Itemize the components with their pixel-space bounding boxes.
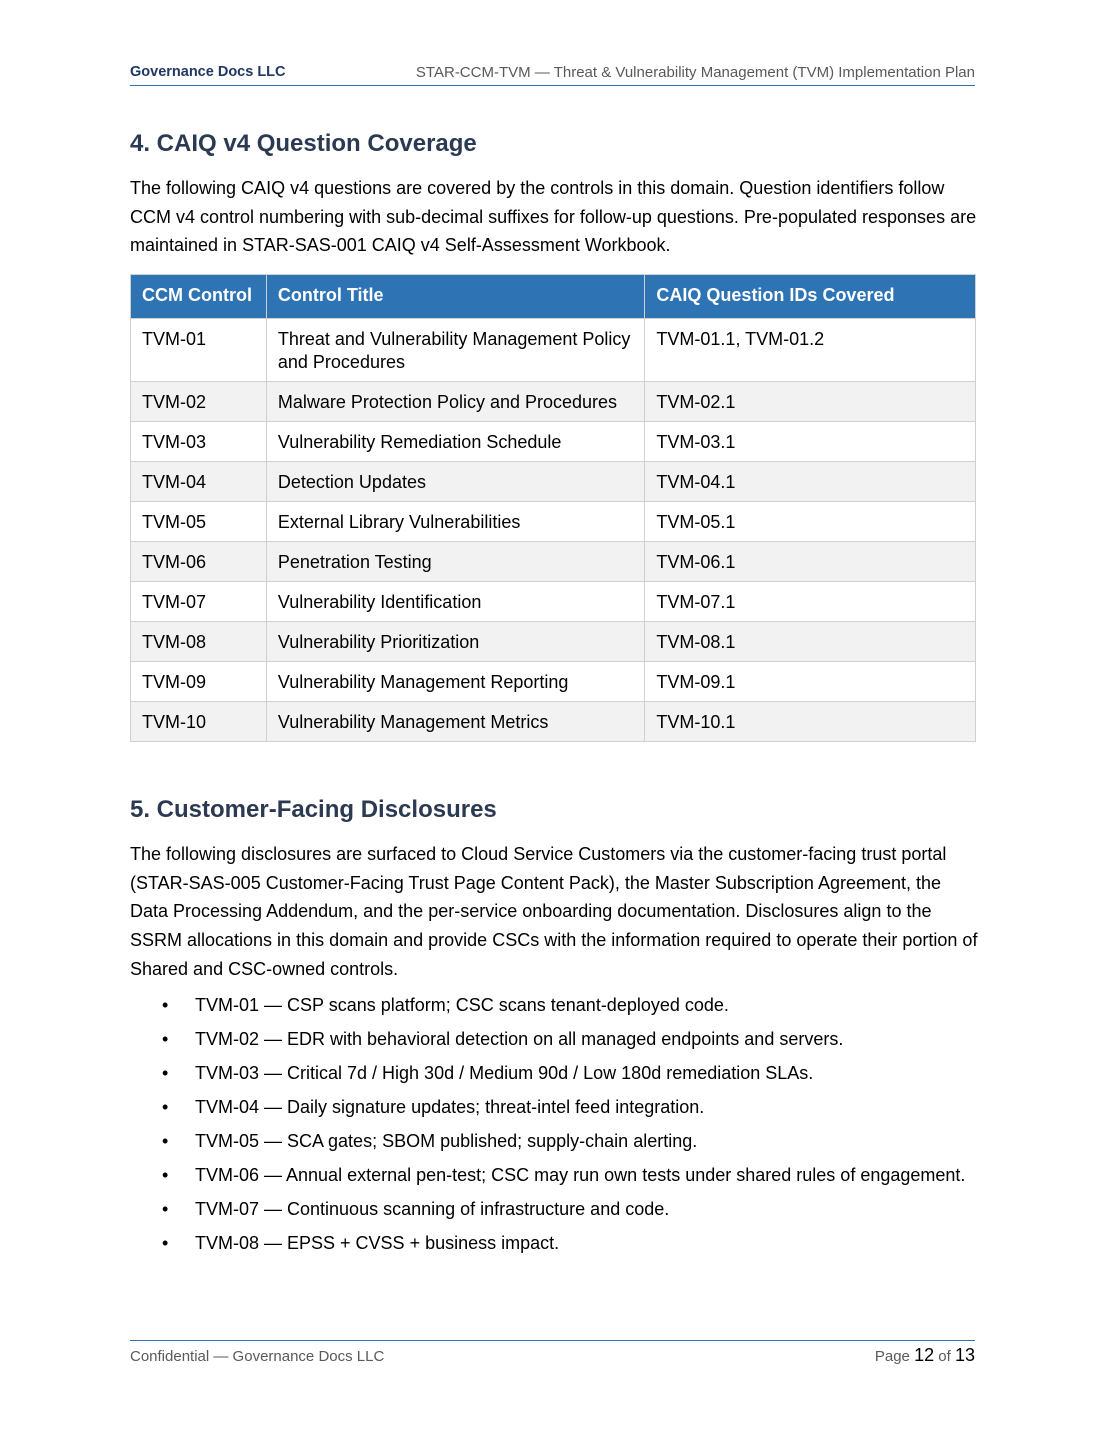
- list-item: [130, 1094, 975, 1120]
- cell-caiq-ids: TVM-05.1: [645, 502, 976, 542]
- bullet-icon: •: [162, 995, 169, 1015]
- cell-caiq-ids: TVM-07.1: [645, 582, 976, 622]
- bullet-icon: •: [162, 1097, 169, 1117]
- cell-ccm-control: TVM-02: [131, 382, 267, 422]
- cell-control-title: Detection Updates: [266, 462, 645, 502]
- cell-ccm-control: TVM-06: [131, 542, 267, 582]
- table-row: [131, 582, 976, 622]
- cell-ccm-control: TVM-08: [131, 622, 267, 662]
- page-label: Page: [874, 1348, 910, 1365]
- bullet-icon: •: [162, 1165, 169, 1185]
- cell-caiq-ids: TVM-04.1: [645, 462, 976, 502]
- cell-caiq-ids: TVM-06.1: [645, 542, 976, 582]
- table-row: [131, 462, 976, 502]
- table-row: [131, 662, 976, 702]
- bullet-icon: •: [162, 1131, 169, 1151]
- disclosure-list: [130, 992, 975, 1264]
- list-item-text: TVM-08 — EPSS + CVSS + business impact.: [195, 1233, 560, 1253]
- caiq-coverage-table: [130, 274, 976, 742]
- cell-ccm-control: TVM-01: [131, 319, 267, 382]
- cell-ccm-control: TVM-05: [131, 502, 267, 542]
- header-company: Governance Docs LLC: [130, 64, 286, 80]
- list-item-text: TVM-04 — Daily signature updates; threat-intel feed integration.: [195, 1097, 705, 1117]
- header-document-title: STAR-CCM-TVM — Threat & Vulnerability Management (TVM) Implementation Plan: [415, 64, 975, 81]
- cell-ccm-control: TVM-04: [131, 462, 267, 502]
- list-item-text: TVM-07 — Continuous scanning of infrastructure and code.: [195, 1199, 670, 1219]
- bullet-icon: •: [162, 1233, 169, 1253]
- list-item-text: TVM-06 — Annual external pen-test; CSC may run own tests under shared rules of engagement.: [195, 1165, 966, 1185]
- cell-caiq-ids: TVM-02.1: [645, 382, 976, 422]
- list-item: [130, 1230, 975, 1256]
- cell-control-title: Vulnerability Management Reporting: [266, 662, 645, 702]
- page-current: 12: [914, 1345, 935, 1365]
- list-item-text: TVM-02 — EDR with behavioral detection on all managed endpoints and servers.: [195, 1029, 844, 1049]
- table-row: [131, 622, 976, 662]
- cell-control-title: Penetration Testing: [266, 542, 645, 582]
- list-item: [130, 1060, 975, 1086]
- list-item-text: TVM-05 — SCA gates; SBOM published; supply-chain alerting.: [195, 1131, 698, 1151]
- cell-ccm-control: TVM-03: [131, 422, 267, 462]
- list-item: [130, 1162, 975, 1188]
- cell-caiq-ids: TVM-09.1: [645, 662, 976, 702]
- page-of: of: [938, 1348, 951, 1365]
- column-header-ccm-control: CCM Control: [131, 275, 267, 319]
- table-row: [131, 542, 976, 582]
- page-header: [130, 64, 975, 86]
- cell-caiq-ids: TVM-03.1: [645, 422, 976, 462]
- section-5-heading: 5. Customer-Facing Disclosures: [130, 796, 497, 823]
- table-header-row: [131, 275, 976, 319]
- cell-ccm-control: TVM-07: [131, 582, 267, 622]
- table-row: [131, 502, 976, 542]
- cell-caiq-ids: TVM-08.1: [645, 622, 976, 662]
- cell-control-title: Vulnerability Remediation Schedule: [266, 422, 645, 462]
- column-header-control-title: Control Title: [266, 275, 645, 319]
- column-header-caiq-ids: CAIQ Question IDs Covered: [645, 275, 976, 319]
- table-row: [131, 319, 976, 382]
- table-row: [131, 702, 976, 742]
- cell-ccm-control: TVM-09: [131, 662, 267, 702]
- list-item-text: TVM-01 — CSP scans platform; CSC scans tenant-deployed code.: [195, 995, 729, 1015]
- bullet-icon: •: [162, 1029, 169, 1049]
- list-item: [130, 1026, 975, 1052]
- footer-confidential: Confidential — Governance Docs LLC: [130, 1348, 385, 1365]
- list-item: [130, 992, 975, 1018]
- table-row: [131, 422, 976, 462]
- cell-caiq-ids: TVM-10.1: [645, 702, 976, 742]
- page-number: [875, 1345, 975, 1366]
- list-item-text: TVM-03 — Critical 7d / High 30d / Medium 90d / Low 180d remediation SLAs.: [195, 1063, 814, 1083]
- page-footer: [130, 1340, 975, 1371]
- section-4-heading: 4. CAIQ v4 Question Coverage: [130, 130, 477, 157]
- cell-ccm-control: TVM-10: [131, 702, 267, 742]
- cell-caiq-ids: TVM-01.1, TVM-01.2: [645, 319, 976, 382]
- table-row: [131, 382, 976, 422]
- list-item: [130, 1196, 975, 1222]
- cell-control-title: Vulnerability Prioritization: [266, 622, 645, 662]
- cell-control-title: Malware Protection Policy and Procedures: [266, 382, 645, 422]
- bullet-icon: •: [162, 1199, 169, 1219]
- list-item: [130, 1128, 975, 1154]
- bullet-icon: •: [162, 1063, 169, 1083]
- cell-control-title: External Library Vulnerabilities: [266, 502, 645, 542]
- cell-control-title: Threat and Vulnerability Management Policy and Procedures: [266, 319, 645, 382]
- section-5-intro: The following disclosures are surfaced to Cloud Service Customers via the customer-facing trust portal (STAR-SAS-005 Customer-Facing Trust Page Content Pack), the Master Subscription Agreement, the Data Processing Addendum, and the per-service onboarding documentation. Disclosures align to the SSRM allocations in this domain and provide CSCs with the information required to operate their portion of Shared and CSC-owned controls.: [130, 844, 978, 979]
- page-total: 13: [954, 1345, 975, 1365]
- cell-control-title: Vulnerability Identification: [266, 582, 645, 622]
- cell-control-title: Vulnerability Management Metrics: [266, 702, 645, 742]
- section-4-intro: The following CAIQ v4 questions are covered by the controls in this domain. Question identifiers follow CCM v4 control numbering with sub-decimal suffixes for follow-up questions. Pre-populated responses are maintained in STAR-SAS-001 CAIQ v4 Self-Assessment Workbook.: [130, 178, 977, 256]
